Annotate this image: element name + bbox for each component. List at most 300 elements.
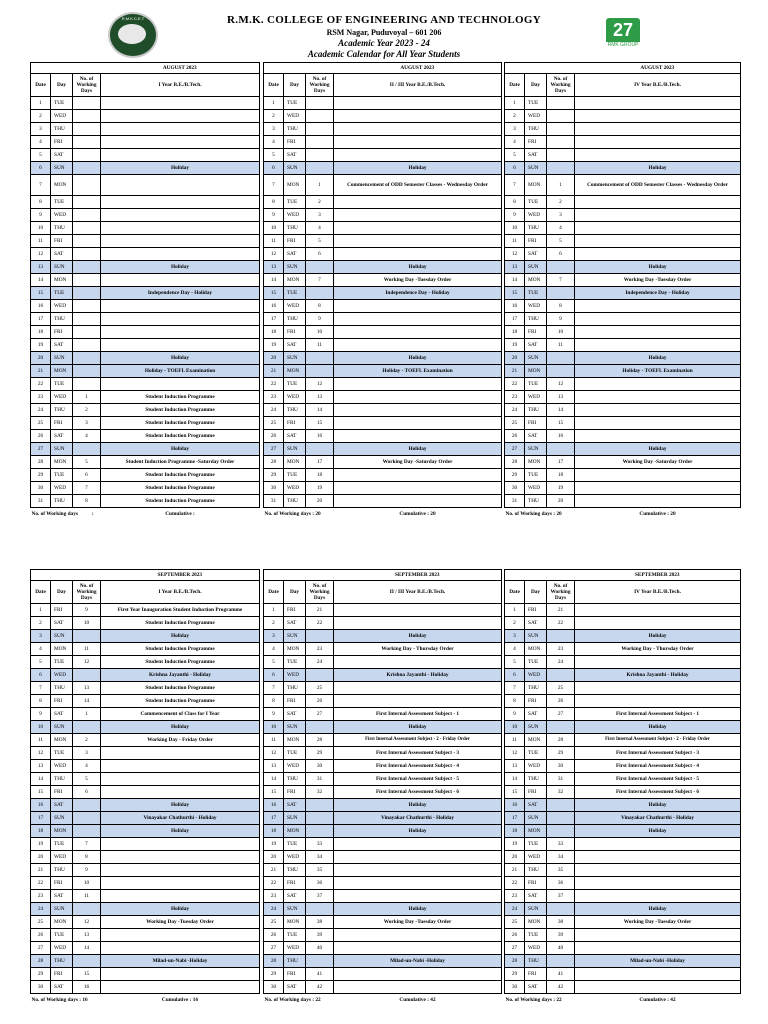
table-row	[505, 656, 741, 669]
day-cell: WED	[51, 482, 73, 495]
working-day-cell: 6	[73, 469, 101, 482]
working-day-cell: 42	[306, 981, 334, 994]
date-cell: 2	[31, 110, 51, 123]
day-cell: THU	[284, 222, 306, 235]
working-day-cell	[547, 825, 575, 838]
day-cell: TUE	[51, 469, 73, 482]
working-days-label: No. of Working days : 22	[505, 996, 562, 1003]
working-day-cell: 1	[547, 175, 575, 196]
table-row	[31, 196, 260, 209]
table-row	[264, 773, 502, 786]
working-day-cell: 36	[547, 877, 575, 890]
calendar-table	[30, 569, 260, 1005]
working-day-cell	[73, 955, 101, 968]
day-cell: MON	[525, 916, 547, 929]
date-cell: 16	[264, 799, 284, 812]
day-cell: THU	[51, 682, 73, 695]
date-cell: 6	[264, 162, 284, 175]
event-cell: Commencement of ODD Semester Classes - Wednesday Order	[575, 175, 741, 196]
col-working-header: No. of Working Days	[73, 581, 101, 604]
event-cell	[575, 877, 741, 890]
working-day-cell	[547, 443, 575, 456]
event-cell	[575, 123, 741, 136]
date-cell: 10	[31, 222, 51, 235]
event-cell	[575, 248, 741, 261]
table-row	[264, 695, 502, 708]
anniversary-logo-label: RMK GROUP	[607, 42, 639, 48]
date-cell: 19	[505, 339, 525, 352]
date-cell: 15	[505, 287, 525, 300]
working-day-cell: 6	[547, 248, 575, 261]
event-cell: Holiday	[575, 443, 741, 456]
working-day-cell	[73, 123, 101, 136]
day-cell: TUE	[525, 838, 547, 851]
working-days-label: No. of Working days : 22	[264, 996, 321, 1003]
working-day-cell: 16	[73, 981, 101, 994]
month-header-row	[505, 63, 741, 74]
day-cell: MON	[51, 734, 73, 747]
event-cell	[575, 339, 741, 352]
day-cell: SUN	[284, 443, 306, 456]
holiday-row	[505, 799, 741, 812]
event-cell: Holiday	[101, 825, 260, 838]
date-cell: 11	[31, 734, 51, 747]
table-row	[505, 469, 741, 482]
table-row	[31, 773, 260, 786]
event-cell: Working Day -Tuesday Order	[334, 274, 502, 287]
day-cell: FRI	[284, 877, 306, 890]
working-days-label: No. of Working days : 20	[264, 510, 321, 517]
day-cell: TUE	[284, 196, 306, 209]
working-day-cell	[306, 365, 334, 378]
event-cell: First Internal Assessment Subject - 2 - Friday Order	[575, 734, 741, 747]
event-cell: Holiday	[575, 162, 741, 175]
event-cell: Student Induction Programme	[101, 643, 260, 656]
day-cell: TUE	[525, 469, 547, 482]
event-cell: Holiday	[334, 443, 502, 456]
event-cell	[101, 248, 260, 261]
table-row	[31, 760, 260, 773]
col-day-header: Day	[284, 581, 306, 604]
date-cell: 4	[505, 643, 525, 656]
date-cell: 6	[505, 669, 525, 682]
working-day-cell: 33	[547, 838, 575, 851]
holiday-row	[264, 287, 502, 300]
working-day-cell	[73, 339, 101, 352]
working-day-cell	[306, 162, 334, 175]
day-cell: SAT	[284, 708, 306, 721]
event-cell: Vinayakar Chathurthi - Holiday	[334, 812, 502, 825]
day-cell: TUE	[525, 656, 547, 669]
date-cell: 2	[264, 110, 284, 123]
event-cell: First Internal Assessment Subject - 5	[334, 773, 502, 786]
day-cell: WED	[51, 300, 73, 313]
day-cell: SUN	[284, 630, 306, 643]
date-cell: 26	[31, 430, 51, 443]
table-row	[505, 417, 741, 430]
working-day-cell: 41	[306, 968, 334, 981]
day-cell: TUE	[51, 747, 73, 760]
month-spacer	[264, 63, 334, 74]
working-day-cell: 13	[306, 391, 334, 404]
day-cell: SAT	[525, 430, 547, 443]
footer-row	[31, 508, 260, 520]
event-cell	[575, 682, 741, 695]
working-day-cell: 13	[547, 391, 575, 404]
table-row	[264, 942, 502, 955]
event-cell: Holiday	[575, 630, 741, 643]
day-cell: TUE	[284, 97, 306, 110]
working-day-cell: 6	[73, 786, 101, 799]
date-cell: 12	[505, 747, 525, 760]
event-cell: First Internal Assessment Subject - 1	[575, 708, 741, 721]
table-row	[31, 482, 260, 495]
date-cell: 3	[31, 630, 51, 643]
table-row	[505, 786, 741, 799]
month-header-row	[505, 570, 741, 581]
month-label: AUGUST 2023	[101, 63, 260, 74]
date-cell: 29	[31, 968, 51, 981]
event-cell	[575, 838, 741, 851]
day-cell: SAT	[51, 149, 73, 162]
event-cell	[575, 417, 741, 430]
col-day-header: Day	[525, 74, 547, 97]
event-cell	[575, 313, 741, 326]
table-row	[31, 877, 260, 890]
event-cell	[334, 313, 502, 326]
date-cell: 25	[31, 916, 51, 929]
table-row	[505, 851, 741, 864]
table-row	[505, 890, 741, 903]
footer-row	[31, 994, 260, 1006]
event-cell: Holiday	[101, 721, 260, 734]
date-cell: 8	[31, 196, 51, 209]
event-cell: Holiday	[101, 799, 260, 812]
working-day-cell: 14	[547, 404, 575, 417]
table-row	[31, 326, 260, 339]
month-label: AUGUST 2023	[334, 63, 502, 74]
col-working-header: No. of Working Days	[547, 74, 575, 97]
event-cell	[334, 968, 502, 981]
col-course-header: I Year B.E./B.Tech.	[101, 74, 260, 97]
event-cell: Holiday	[101, 630, 260, 643]
event-cell	[575, 864, 741, 877]
day-cell: FRI	[51, 136, 73, 149]
footer-row	[505, 508, 741, 520]
working-days-label: No. of Working days : 16	[31, 996, 88, 1003]
day-cell: MON	[525, 734, 547, 747]
working-day-cell: 37	[547, 890, 575, 903]
working-day-cell: 30	[306, 760, 334, 773]
working-day-cell: 16	[547, 430, 575, 443]
day-cell: SAT	[525, 799, 547, 812]
day-cell: FRI	[525, 136, 547, 149]
event-cell	[575, 695, 741, 708]
table-row	[264, 682, 502, 695]
column-header-row	[31, 74, 260, 97]
date-cell: 24	[505, 404, 525, 417]
day-cell: WED	[51, 209, 73, 222]
working-day-cell	[547, 669, 575, 682]
table-row	[31, 656, 260, 669]
table-row	[505, 695, 741, 708]
column-header-row	[505, 581, 741, 604]
date-cell: 18	[264, 825, 284, 838]
event-cell	[101, 222, 260, 235]
date-cell: 14	[31, 773, 51, 786]
working-day-cell: 5	[73, 456, 101, 469]
date-cell: 25	[505, 417, 525, 430]
table-row	[505, 313, 741, 326]
table-row	[505, 682, 741, 695]
date-cell: 26	[264, 430, 284, 443]
working-day-cell: 26	[547, 695, 575, 708]
day-cell: MON	[525, 365, 547, 378]
working-day-cell: 9	[306, 313, 334, 326]
date-cell: 7	[505, 175, 525, 196]
working-days-total	[264, 508, 334, 520]
column-header-row	[31, 581, 260, 604]
day-cell: MON	[51, 274, 73, 287]
day-cell: SUN	[525, 261, 547, 274]
table-row	[264, 643, 502, 656]
holiday-row	[31, 443, 260, 456]
holiday-row	[31, 287, 260, 300]
day-cell: WED	[525, 209, 547, 222]
working-day-cell: 4	[73, 760, 101, 773]
event-cell: First Internal Assessment Subject - 6	[334, 786, 502, 799]
table-row	[31, 313, 260, 326]
event-cell	[334, 617, 502, 630]
date-cell: 3	[264, 630, 284, 643]
day-cell: SUN	[525, 721, 547, 734]
event-cell	[334, 149, 502, 162]
date-cell: 4	[264, 136, 284, 149]
date-cell: 28	[264, 955, 284, 968]
table-row	[31, 456, 260, 469]
working-day-cell: 18	[547, 469, 575, 482]
working-days-total	[505, 508, 575, 520]
day-cell: SUN	[284, 812, 306, 825]
event-cell: Working Day -Tuesday Order	[101, 916, 260, 929]
date-cell: 26	[264, 929, 284, 942]
table-row	[264, 339, 502, 352]
event-cell	[575, 495, 741, 508]
working-day-cell	[547, 799, 575, 812]
table-row	[31, 136, 260, 149]
holiday-row	[31, 721, 260, 734]
table-row	[264, 326, 502, 339]
month-spacer	[31, 570, 101, 581]
working-day-cell: 32	[306, 786, 334, 799]
day-cell: FRI	[51, 604, 73, 617]
col-day-header: Day	[51, 74, 73, 97]
date-cell: 6	[264, 669, 284, 682]
day-cell: SUN	[51, 721, 73, 734]
date-cell: 14	[264, 274, 284, 287]
event-cell	[575, 968, 741, 981]
day-cell: WED	[525, 760, 547, 773]
working-day-cell: 7	[73, 838, 101, 851]
table-row	[264, 110, 502, 123]
day-cell: SAT	[284, 617, 306, 630]
event-cell: First Internal Assessment Subject - 3	[575, 747, 741, 760]
table-row	[505, 877, 741, 890]
event-cell: Holiday	[575, 352, 741, 365]
day-cell: FRI	[51, 326, 73, 339]
working-day-cell: 26	[306, 695, 334, 708]
day-cell: WED	[284, 669, 306, 682]
day-cell: SUN	[284, 721, 306, 734]
working-day-cell	[73, 669, 101, 682]
event-cell	[575, 326, 741, 339]
day-cell: MON	[51, 825, 73, 838]
event-cell	[575, 981, 741, 994]
working-day-cell	[306, 352, 334, 365]
event-cell	[101, 326, 260, 339]
date-cell: 11	[264, 235, 284, 248]
day-cell: THU	[51, 495, 73, 508]
holiday-row	[31, 955, 260, 968]
event-cell	[575, 110, 741, 123]
table-row	[505, 97, 741, 110]
table-row	[264, 469, 502, 482]
date-cell: 17	[505, 812, 525, 825]
working-day-cell: 34	[306, 851, 334, 864]
table-row	[505, 916, 741, 929]
working-day-cell: 24	[306, 656, 334, 669]
working-day-cell	[73, 196, 101, 209]
holiday-row	[31, 365, 260, 378]
date-cell: 17	[31, 812, 51, 825]
working-day-cell: 4	[73, 430, 101, 443]
working-day-cell	[73, 300, 101, 313]
date-cell: 21	[31, 864, 51, 877]
day-cell: FRI	[284, 695, 306, 708]
holiday-row	[264, 955, 502, 968]
date-cell: 21	[31, 365, 51, 378]
day-cell: SUN	[51, 261, 73, 274]
date-cell: 15	[31, 287, 51, 300]
day-cell: TUE	[525, 929, 547, 942]
event-cell	[334, 391, 502, 404]
date-cell: 13	[264, 760, 284, 773]
date-cell: 10	[31, 721, 51, 734]
event-cell: Krishna Jayanthi - Holiday	[101, 669, 260, 682]
date-cell: 9	[31, 209, 51, 222]
day-cell: FRI	[51, 235, 73, 248]
day-cell: SAT	[51, 430, 73, 443]
working-day-cell	[73, 274, 101, 287]
date-cell: 16	[264, 300, 284, 313]
working-day-cell	[306, 669, 334, 682]
document-header	[0, 0, 768, 62]
day-cell: WED	[284, 209, 306, 222]
holiday-row	[505, 261, 741, 274]
day-cell: FRI	[284, 136, 306, 149]
month-label: SEPTEMBER 2023	[575, 570, 741, 581]
day-cell: FRI	[525, 326, 547, 339]
date-cell: 15	[31, 786, 51, 799]
table-row	[264, 482, 502, 495]
table-row	[505, 747, 741, 760]
date-cell: 25	[31, 417, 51, 430]
table-row	[505, 734, 741, 747]
date-cell: 7	[264, 682, 284, 695]
col-working-header: No. of Working Days	[547, 581, 575, 604]
table-row	[264, 968, 502, 981]
day-cell: THU	[51, 404, 73, 417]
day-cell: MON	[51, 916, 73, 929]
day-cell: TUE	[284, 747, 306, 760]
day-cell: THU	[51, 773, 73, 786]
date-cell: 20	[31, 851, 51, 864]
date-cell: 1	[505, 604, 525, 617]
event-cell: Student Induction Programme	[101, 469, 260, 482]
date-cell: 24	[264, 903, 284, 916]
month-label: AUGUST 2023	[575, 63, 741, 74]
day-cell: SAT	[284, 890, 306, 903]
event-cell	[101, 851, 260, 864]
day-cell: FRI	[284, 326, 306, 339]
working-day-cell	[73, 812, 101, 825]
date-cell: 27	[31, 942, 51, 955]
event-cell: First Internal Assessment Subject - 4	[575, 760, 741, 773]
holiday-row	[264, 261, 502, 274]
event-cell	[101, 149, 260, 162]
date-cell: 8	[264, 695, 284, 708]
cumulative-total: Cumulative : 16	[101, 994, 260, 1006]
table-row	[264, 916, 502, 929]
day-cell: SAT	[284, 430, 306, 443]
event-cell	[334, 378, 502, 391]
date-cell: 21	[264, 365, 284, 378]
cumulative-total: Cumulative : 42	[575, 994, 741, 1006]
table-row	[505, 482, 741, 495]
date-cell: 2	[505, 617, 525, 630]
date-cell: 15	[264, 287, 284, 300]
date-cell: 15	[264, 786, 284, 799]
working-day-cell: 19	[547, 482, 575, 495]
day-cell: TUE	[284, 929, 306, 942]
event-cell: Holiday - TOEFL Examination	[334, 365, 502, 378]
date-cell: 5	[505, 656, 525, 669]
event-cell: Working Day -Saturday Order	[334, 456, 502, 469]
day-cell: MON	[51, 456, 73, 469]
event-cell	[101, 175, 260, 196]
day-cell: TUE	[51, 196, 73, 209]
day-cell: SAT	[284, 248, 306, 261]
day-cell: SAT	[525, 981, 547, 994]
day-cell: SUN	[284, 352, 306, 365]
event-cell	[334, 235, 502, 248]
event-cell: Student Induction Programme	[101, 656, 260, 669]
table-row	[505, 773, 741, 786]
event-cell	[334, 196, 502, 209]
working-day-cell: 3	[73, 417, 101, 430]
table-row	[31, 890, 260, 903]
date-cell: 27	[264, 942, 284, 955]
day-cell: FRI	[284, 786, 306, 799]
day-cell: THU	[51, 313, 73, 326]
table-row	[31, 235, 260, 248]
event-cell	[334, 929, 502, 942]
day-cell: SUN	[525, 162, 547, 175]
table-row	[31, 968, 260, 981]
day-cell: WED	[284, 391, 306, 404]
col-course-header: IV Year B.E./B.Tech.	[575, 581, 741, 604]
day-cell: MON	[525, 643, 547, 656]
